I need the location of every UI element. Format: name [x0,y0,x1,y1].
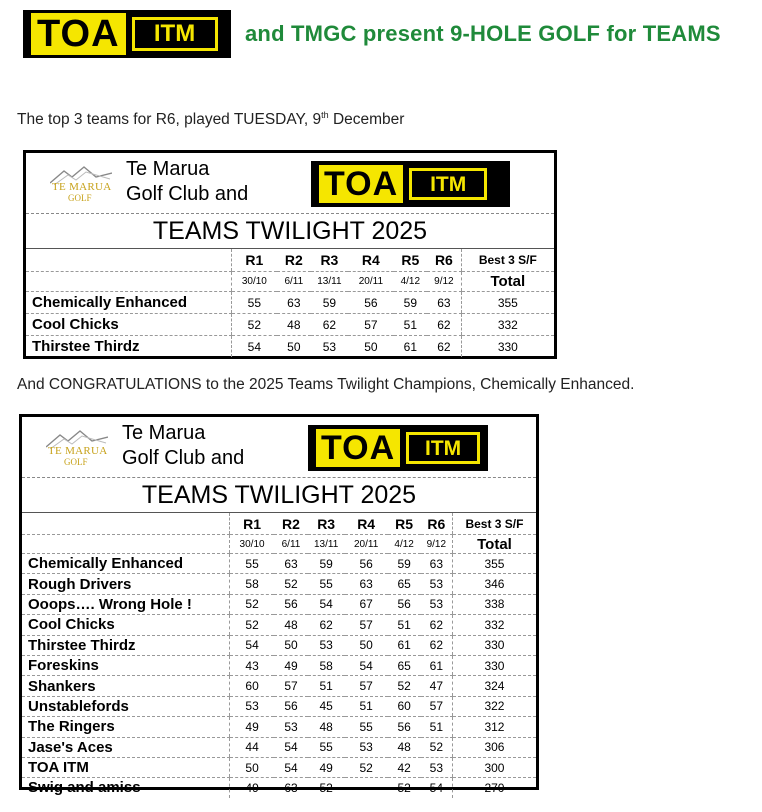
logo-golf: GOLF [68,193,92,203]
round-score: 54 [429,780,443,795]
dates-row [22,535,536,554]
round-date: 30/10 [231,272,277,292]
round-date: 30/10 [229,535,274,554]
round-score [345,778,388,798]
round-score: 49 [308,757,345,777]
round-score: 53 [322,339,337,354]
team-name: Thirstee Thirdz [22,635,229,655]
round-score: 59 [388,554,421,574]
round-header: R3 [308,513,345,535]
dates-team-cell [22,535,229,554]
best-header: Best 3 S/F [461,249,554,272]
round-score: 43 [229,655,274,675]
round-score: 58 [308,655,345,675]
round-score: 48 [388,737,421,757]
club-title-line2: Golf Club and [122,447,245,469]
round-score: 57 [345,676,388,696]
round-score: 61 [421,655,453,675]
round-score: 57 [421,696,453,716]
team-name: Swig and amiss [28,779,141,797]
intro-text-main: The top 3 teams for R6, played TUESDAY, 9 [17,111,322,129]
round-score: 52 [388,676,421,696]
table-row [22,594,536,614]
round-date: 4/12 [394,272,428,292]
round-score: 53 [421,594,453,614]
round-score: 54 [345,655,388,675]
club-title-line2: Golf Club and [126,183,249,205]
round-score: 53 [421,757,453,777]
round-header: R6 [421,513,453,535]
round-score: 56 [388,594,421,614]
toa-logo-text: TOA [316,429,400,467]
team-name: Shankers [22,676,229,696]
round-score: 63 [427,292,461,314]
table-row [22,757,536,777]
round-score: 51 [308,676,345,696]
round-score: 51 [421,717,453,737]
total-score: 332 [452,615,536,635]
total-header: Total [461,272,554,292]
round-score: 56 [348,292,393,314]
table-row [22,574,536,594]
round-score: 52 [229,615,274,635]
round-header: R1 [229,513,274,535]
round-score: 48 [277,314,311,336]
round-date: 6/11 [274,535,307,554]
round-date: 20/11 [348,272,393,292]
round-score: 49 [229,717,274,737]
total-header: Total [452,535,536,554]
round-score: 53 [421,574,453,594]
standings-card [19,414,539,797]
total-score: 338 [452,594,536,614]
round-score: 62 [311,314,349,336]
round-score: 45 [308,696,345,716]
sponsor-logo [311,161,510,207]
event-title: TEAMS TWILIGHT 2025 [26,214,554,249]
round-score: 67 [345,594,388,614]
total-score: 330 [461,336,554,358]
team-name: Cool Chicks [26,314,231,336]
club-title-line1: Te Marua [126,158,210,180]
round-score: 63 [274,554,307,574]
round-score: 53 [229,696,274,716]
te-marua-logo [46,163,116,209]
round-date: 20/11 [345,535,388,554]
itm-logo-text: ITM [409,168,487,200]
itm-logo-text: ITM [132,17,218,51]
round-score: 53 [345,737,388,757]
round-score: 62 [437,339,451,354]
team-name: Foreskins [22,655,229,675]
round-score: 55 [229,554,274,574]
te-marua-logo [42,427,112,473]
standings-table [22,513,536,798]
total-score: 355 [461,292,554,314]
round-score: 56 [388,717,421,737]
total-score: 324 [452,676,536,696]
total-score: 330 [452,655,536,675]
round-score: 49 [274,655,307,675]
round-score: 51 [394,314,428,336]
round-score: 52 [229,594,274,614]
results-table [26,249,554,357]
round-date: 9/12 [427,272,461,292]
total-score: 355 [452,554,536,574]
round-score: 51 [388,615,421,635]
table-row [26,292,554,314]
round-score: 61 [388,635,421,655]
round-header: R4 [345,513,388,535]
total-score: 312 [452,717,536,737]
round-score: 54 [274,737,307,757]
team-name: Unstablefords [22,696,229,716]
event-title: TEAMS TWILIGHT 2025 [22,478,536,513]
table-row [26,336,554,358]
round-score: 57 [348,314,393,336]
round-score: 52 [397,780,411,795]
dates-team-cell [26,272,231,292]
round-score: 55 [345,717,388,737]
round-score: 53 [274,717,307,737]
card-header [26,153,554,214]
card-header [22,417,536,478]
round-score: 57 [345,615,388,635]
round-score: 54 [229,635,274,655]
round-header: R5 [394,249,428,272]
round-score: 50 [364,339,378,354]
round-score: 52 [231,314,277,336]
table-row [22,635,536,655]
round-score: 59 [308,554,345,574]
round-header: R3 [311,249,349,272]
toa-logo-text: TOA [31,13,126,55]
total-score: 330 [452,635,536,655]
total-score: 300 [452,757,536,777]
header-team-cell [22,513,229,535]
team-name: TOA ITM [22,757,229,777]
table-row [22,696,536,716]
round-score: 63 [277,292,311,314]
table-row [22,778,536,798]
team-name: Cool Chicks [22,615,229,635]
round-score: 55 [308,574,345,594]
table-row [22,737,536,757]
club-title [122,421,244,471]
round-score: 50 [287,339,301,354]
round-date: 4/12 [388,535,421,554]
round-score: 54 [231,336,277,358]
logo-name: TE MARUA [52,181,112,193]
round-score: 52 [274,574,307,594]
team-name: Thirstee Thirdz [32,338,140,355]
round-date: 13/11 [311,272,349,292]
header-row [22,513,536,535]
header-row [26,249,554,272]
round-score: 52 [345,757,388,777]
round-score: 55 [231,292,277,314]
round-score: 63 [421,554,453,574]
round-header: R2 [277,249,311,272]
round-score: 60 [229,676,274,696]
round-score: 47 [421,676,453,696]
itm-logo-text: ITM [406,432,480,464]
round-score: 55 [308,737,345,757]
club-title [126,157,248,207]
round-score: 63 [284,780,298,795]
banner-title: and TMGC present 9-HOLE GOLF for TEAMS [245,21,721,46]
dates-row [26,272,554,292]
round-header: R1 [231,249,277,272]
intro-text [17,110,404,129]
round-score: 57 [274,676,307,696]
congratulations-text: And CONGRATULATIONS to the 2025 Teams Twilight Champions, Chemically Enhanced. [17,376,635,393]
round-date: 13/11 [308,535,345,554]
sponsor-logo [308,425,488,471]
round-score: 65 [388,574,421,594]
total-score: 306 [452,737,536,757]
round-header: R5 [388,513,421,535]
top3-results-card [23,150,557,359]
total-score: 322 [452,696,536,716]
round-score: 50 [345,635,388,655]
round-score: 59 [311,292,349,314]
round-score: 56 [345,554,388,574]
round-score: 44 [229,737,274,757]
table-row [22,615,536,635]
round-score: 58 [229,574,274,594]
club-title-line1: Te Marua [122,422,206,444]
team-name: Chemically Enhanced [26,292,231,314]
round-score: 48 [308,717,345,737]
table-row [22,554,536,574]
round-score: 61 [403,339,417,354]
round-score: 60 [388,696,421,716]
round-score: 59 [394,292,428,314]
round-score: 54 [274,757,307,777]
team-name: The Ringers [22,717,229,737]
round-date: 9/12 [421,535,453,554]
round-score: 51 [345,696,388,716]
header-team-cell [26,249,231,272]
team-name: Ooops…. Wrong Hole ! [22,594,229,614]
table-row [26,314,554,336]
team-name: Rough Drivers [22,574,229,594]
round-header: R6 [427,249,461,272]
round-score: 62 [421,635,453,655]
round-score: 62 [308,615,345,635]
round-score: 50 [274,635,307,655]
round-score: 50 [229,757,274,777]
header-banner [23,8,721,60]
logo-golf: GOLF [64,457,88,467]
round-score: 52 [421,737,453,757]
intro-text-sup: th [321,110,329,120]
total-score: 332 [461,314,554,336]
round-score: 65 [388,655,421,675]
round-score: 62 [427,314,461,336]
round-score: 42 [388,757,421,777]
toa-logo-text: TOA [319,165,403,203]
round-score: 52 [319,780,333,795]
best-header: Best 3 S/F [452,513,536,535]
table-row [22,717,536,737]
table-row [22,655,536,675]
total-score: 270 [452,778,536,798]
round-score: 62 [421,615,453,635]
total-score: 346 [452,574,536,594]
round-date: 6/11 [277,272,311,292]
round-score: 63 [345,574,388,594]
round-score: 48 [274,615,307,635]
team-name: Chemically Enhanced [22,554,229,574]
toa-itm-logo [23,10,231,58]
team-name: Jase's Aces [22,737,229,757]
round-score: 54 [308,594,345,614]
round-score: 49 [229,778,274,798]
round-score: 56 [274,594,307,614]
logo-name: TE MARUA [48,445,108,457]
intro-text-month: December [328,111,405,129]
round-score: 53 [308,635,345,655]
table-row [22,676,536,696]
round-score: 56 [274,696,307,716]
round-header: R4 [348,249,393,272]
round-header: R2 [274,513,307,535]
